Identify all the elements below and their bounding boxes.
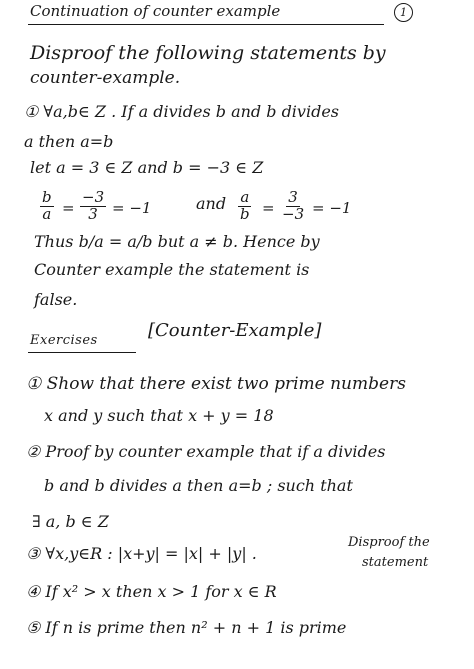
exercise-1-line-2: x and y such that x + y = 18 — [44, 406, 274, 425]
fraction-denominator: 3 — [88, 204, 98, 223]
fraction-numerator: 3 — [288, 188, 298, 206]
exercise-2-line-1: ② Proof by counter example that if a divides — [26, 442, 386, 461]
page-title: Continuation of counter example — [30, 2, 281, 20]
intro-line-2: counter-example. — [30, 68, 181, 88]
example-statement-line-1: ① ∀a,b∈ Z . If a divides b and b divides — [24, 102, 339, 121]
example-statement-line-2: a then a=b — [24, 132, 114, 151]
fraction-minus3-over-3 — [80, 190, 106, 223]
exercise-4-line: ④ If x² > x then x > 1 for x ∈ R — [26, 582, 277, 601]
exercise-1-line-1: ① Show that there exist two prime numbers — [26, 374, 406, 394]
equals-minus-one: = −1 — [112, 199, 152, 217]
fraction-denominator: −3 — [282, 204, 305, 223]
exercise-5-line: ⑤ If n is prime then n² + n + 1 is prime — [26, 618, 347, 637]
equals-sign: = — [262, 199, 275, 217]
fraction-numerator: b — [42, 188, 52, 206]
fraction-denominator: b — [240, 204, 250, 223]
exercise-3-line: ③ ∀x,y∈R : |x+y| = |x| + |y| . — [26, 544, 257, 563]
intro-line-1: Disproof the following statements by — [30, 42, 386, 64]
exercise-2-line-2: b and b divides a then a=b ; such that — [44, 476, 353, 495]
fraction-denominator: a — [42, 204, 52, 223]
page-number: 1 — [394, 3, 413, 22]
exercise-3-note-1: Disproof the — [348, 535, 430, 550]
conclusion-line-1: Thus b/a = a/b but a ≠ b. Hence by — [34, 232, 320, 251]
equals-minus-one: = −1 — [312, 199, 352, 217]
fraction-3-over-minus3 — [280, 190, 306, 223]
fraction-numerator: −3 — [82, 188, 105, 206]
exercises-heading: Exercises — [30, 333, 98, 348]
conclusion-line-2: Counter example the statement is — [34, 260, 310, 279]
example-let-line: let a = 3 ∈ Z and b = −3 ∈ Z — [30, 158, 264, 177]
exercise-2-line-3: ∃ a, b ∈ Z — [32, 512, 109, 531]
exercises-subheading: [Counter-Example] — [148, 320, 322, 341]
fraction-numerator: a — [240, 188, 250, 206]
equals-sign: = — [62, 199, 75, 217]
exercise-3-note-2: statement — [362, 555, 429, 570]
conclusion-line-3: false. — [34, 290, 78, 309]
fraction-b-over-a — [40, 190, 54, 223]
title-underline — [28, 24, 384, 25]
fraction-a-over-b — [238, 190, 252, 223]
and-word: and — [196, 194, 227, 213]
exercises-underline — [28, 352, 136, 353]
